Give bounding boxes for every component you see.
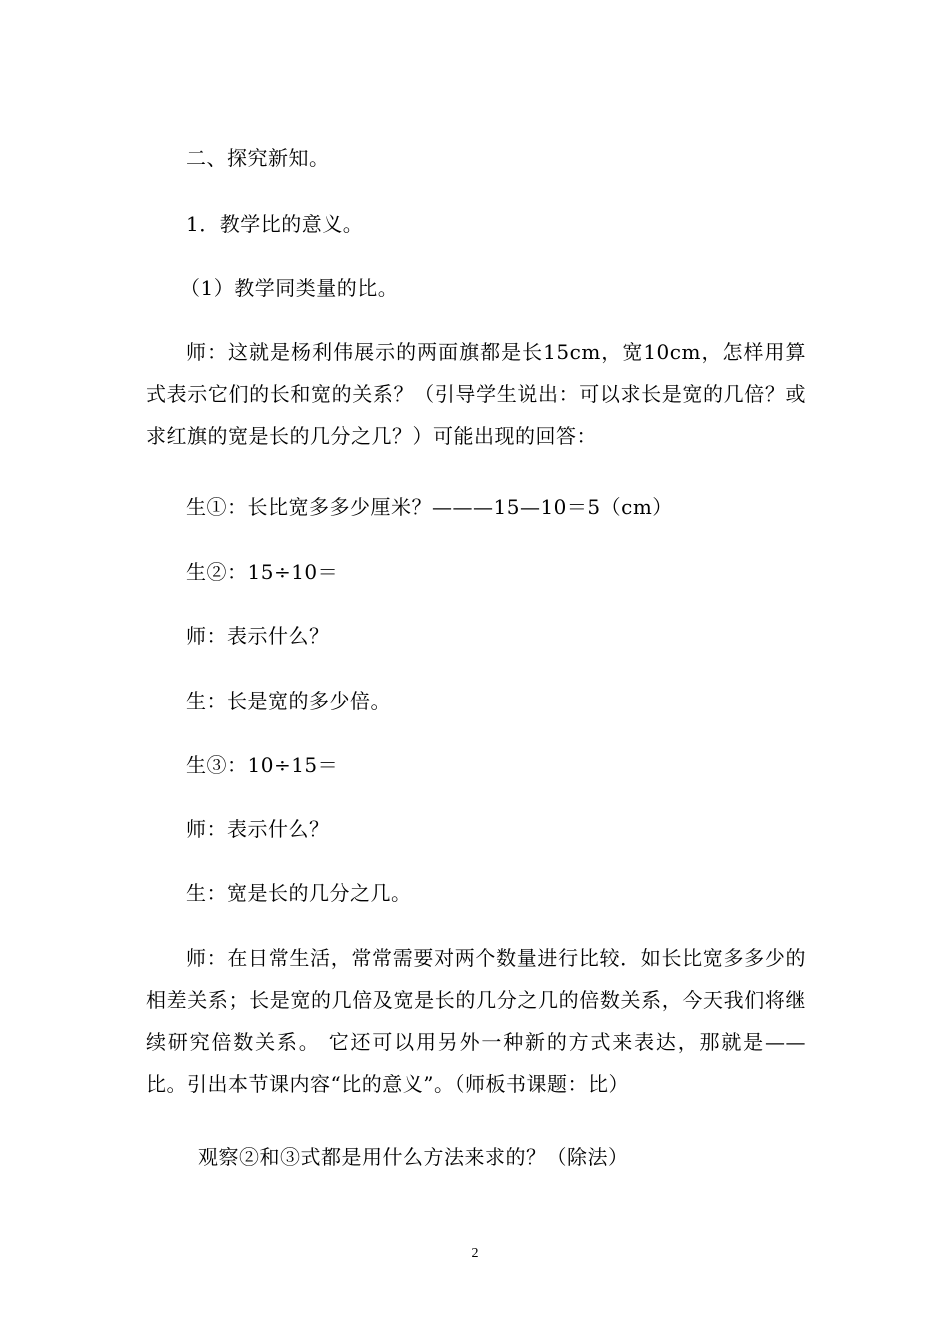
- student-reply-1: 生：长是宽的多少倍。: [186, 689, 391, 713]
- student-reply-2: 生：宽是长的几分之几。: [186, 881, 412, 905]
- section-heading: 二、探究新知。: [186, 146, 330, 170]
- student-answer-2: 生②：15÷10＝: [186, 560, 339, 584]
- subsection-heading: 1．教学比的意义。: [186, 212, 364, 236]
- teacher-question-1: 师：表示什么？: [186, 624, 330, 648]
- teacher-paragraph-1: 师：这就是杨利伟展示的两面旗都是长15cm，宽10cm，怎样用算式表示它们的长和宽的关系？（引导学生说出：可以求长是宽的几倍？或求红旗的宽是长的几分之几？）可能出现的回答：: [146, 340, 806, 448]
- student-answer-3: 生③：10÷15＝: [186, 753, 339, 777]
- page-number: 2: [471, 1246, 479, 1261]
- student-answer-1: 生①：长比宽多多少厘米？———15—10＝5（cm）: [186, 495, 673, 519]
- teacher-question-2: 师：表示什么？: [186, 817, 330, 841]
- sub-subsection-heading: （1）教学同类量的比。: [180, 276, 399, 300]
- observation-line: 观察②和③式都是用什么方法来求的？（除法）: [198, 1145, 629, 1169]
- teacher-paragraph-2: 师：在日常生活，常常需要对两个数量进行比较．如长比宽多多少的相差关系；长是宽的几倍及宽是长的几分之几的倍数关系，今天我们将继续研究倍数关系。 它还可以用另外一种新的方式来表达，那就是——比。引出本节课内容“比的意义”。（师板书课题：比）: [146, 946, 806, 1096]
